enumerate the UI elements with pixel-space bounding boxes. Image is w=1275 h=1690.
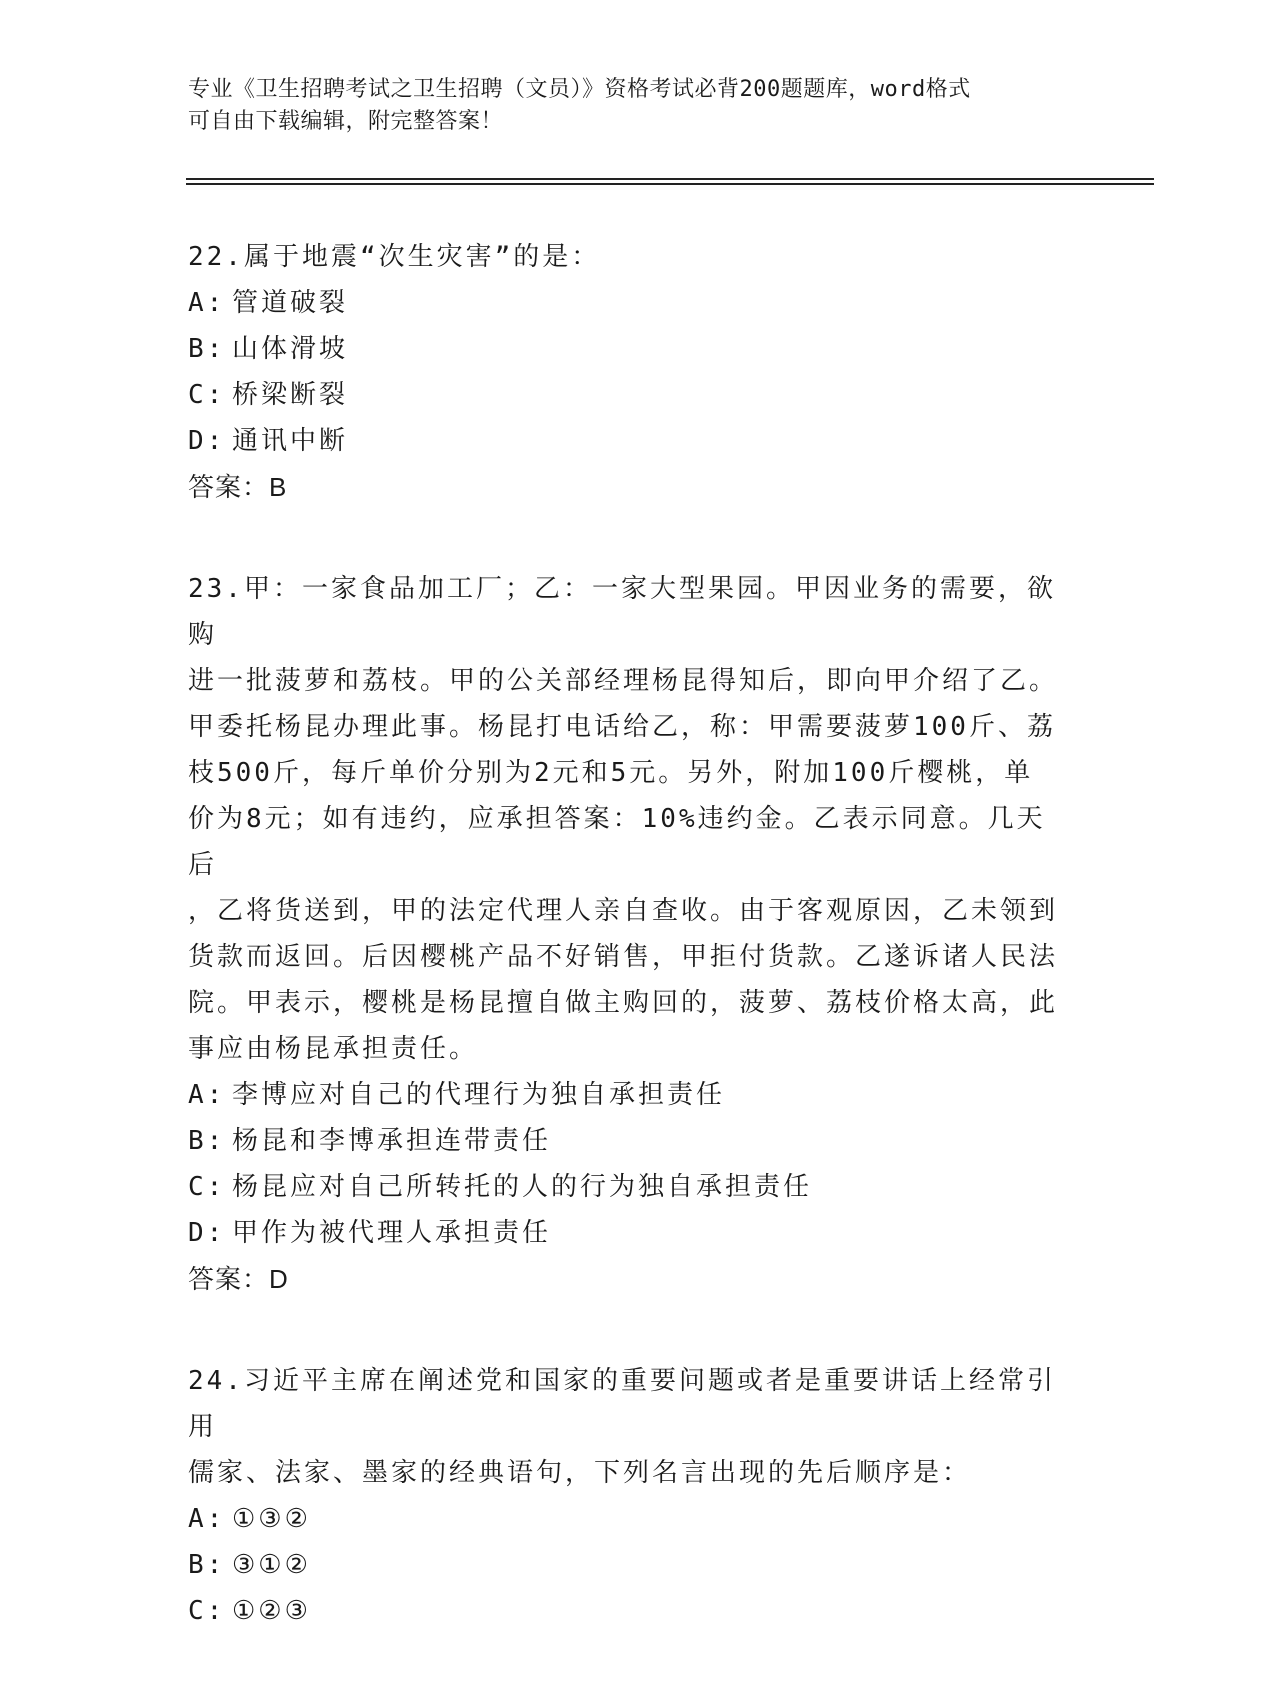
option-text: ①③②	[232, 1504, 311, 1534]
option-c	[188, 1164, 1068, 1210]
header-divider-bottom	[186, 183, 1154, 185]
option-c	[188, 372, 1068, 418]
option-text: 杨昆应对自己所转托的人的行为独自承担责任	[232, 1172, 813, 1202]
option-text: ①②③	[232, 1596, 311, 1626]
question-text-line: 院。甲表示，樱桃是杨昆擅自做主购回的，菠萝、荔枝价格太高，此	[188, 988, 1059, 1018]
question-text-line: 24.习近平主席在阐述党和国家的重要问题或者是重要讲话上经常引用	[188, 1366, 1056, 1442]
option-text: 李博应对自己的代理行为独自承担责任	[232, 1080, 726, 1110]
header-divider-top	[186, 178, 1154, 180]
option-letter: A:	[188, 1080, 226, 1110]
question-text-line: 进一批菠萝和荔枝。甲的公关部经理杨昆得知后，即向甲介绍了乙。	[188, 666, 1059, 696]
question-text-line: 货款而返回。后因樱桃产品不好销售，甲拒付货款。乙遂诉诸人民法	[188, 942, 1059, 972]
header-line-1: 专业《卫生招聘考试之卫生招聘（文员）》资格考试必背200题题库，word格式	[188, 77, 971, 102]
option-text: ③①②	[232, 1550, 311, 1580]
option-letter: A:	[188, 288, 226, 318]
option-b	[188, 1118, 1068, 1164]
question-text-line: 23.甲：一家食品加工厂；乙：一家大型果园。甲因业务的需要，欲购	[188, 574, 1056, 650]
option-b	[188, 326, 1068, 372]
answer-line: 答案：D	[188, 1264, 289, 1294]
option-d	[188, 418, 1068, 464]
option-letter: C:	[188, 380, 226, 410]
option-text: 通讯中断	[232, 426, 349, 456]
header-line-2: 可自由下载编辑，附完整答案！	[188, 109, 504, 134]
question-text-line: 儒家、法家、墨家的经典语句，下列名言出现的先后顺序是：	[188, 1458, 972, 1488]
option-letter: C:	[188, 1172, 226, 1202]
question-text-line: 事应由杨昆承担责任。	[188, 1034, 479, 1064]
option-d	[188, 1210, 1068, 1256]
option-b	[188, 1542, 1068, 1588]
question-text-line: 甲委托杨昆办理此事。杨昆打电话给乙，称：甲需要菠萝100斤、荔	[188, 712, 1056, 742]
option-text: 甲作为被代理人承担责任	[232, 1218, 552, 1248]
option-a	[188, 280, 1068, 326]
option-letter: A:	[188, 1504, 226, 1534]
option-letter: D:	[188, 426, 226, 456]
document-header	[188, 74, 1088, 138]
option-text: 桥梁断裂	[232, 380, 349, 410]
option-text: 山体滑坡	[232, 334, 349, 364]
question-22	[188, 234, 1068, 510]
option-letter: B:	[188, 1126, 226, 1156]
option-text: 管道破裂	[232, 288, 349, 318]
option-text: 杨昆和李博承担连带责任	[232, 1126, 552, 1156]
question-24	[188, 1358, 1068, 1634]
option-a	[188, 1496, 1068, 1542]
question-text-line: 枝500斤，每斤单价分别为2元和5元。另外，附加100斤樱桃，单	[188, 758, 1034, 788]
option-letter: B:	[188, 1550, 226, 1580]
question-23	[188, 566, 1068, 1302]
question-list	[188, 234, 1068, 1690]
option-letter: D:	[188, 1218, 226, 1248]
question-text-line: ，乙将货送到，甲的法定代理人亲自查收。由于客观原因，乙未领到	[188, 896, 1059, 926]
option-letter: C:	[188, 1596, 226, 1626]
answer-line: 答案：B	[188, 472, 288, 502]
option-c	[188, 1588, 1068, 1634]
option-a	[188, 1072, 1068, 1118]
question-text: 22.属于地震“次生灾害”的是：	[188, 242, 601, 272]
question-text-line: 价为8元；如有违约，应承担答案：10%违约金。乙表示同意。几天后	[188, 804, 1046, 880]
option-letter: B:	[188, 334, 226, 364]
